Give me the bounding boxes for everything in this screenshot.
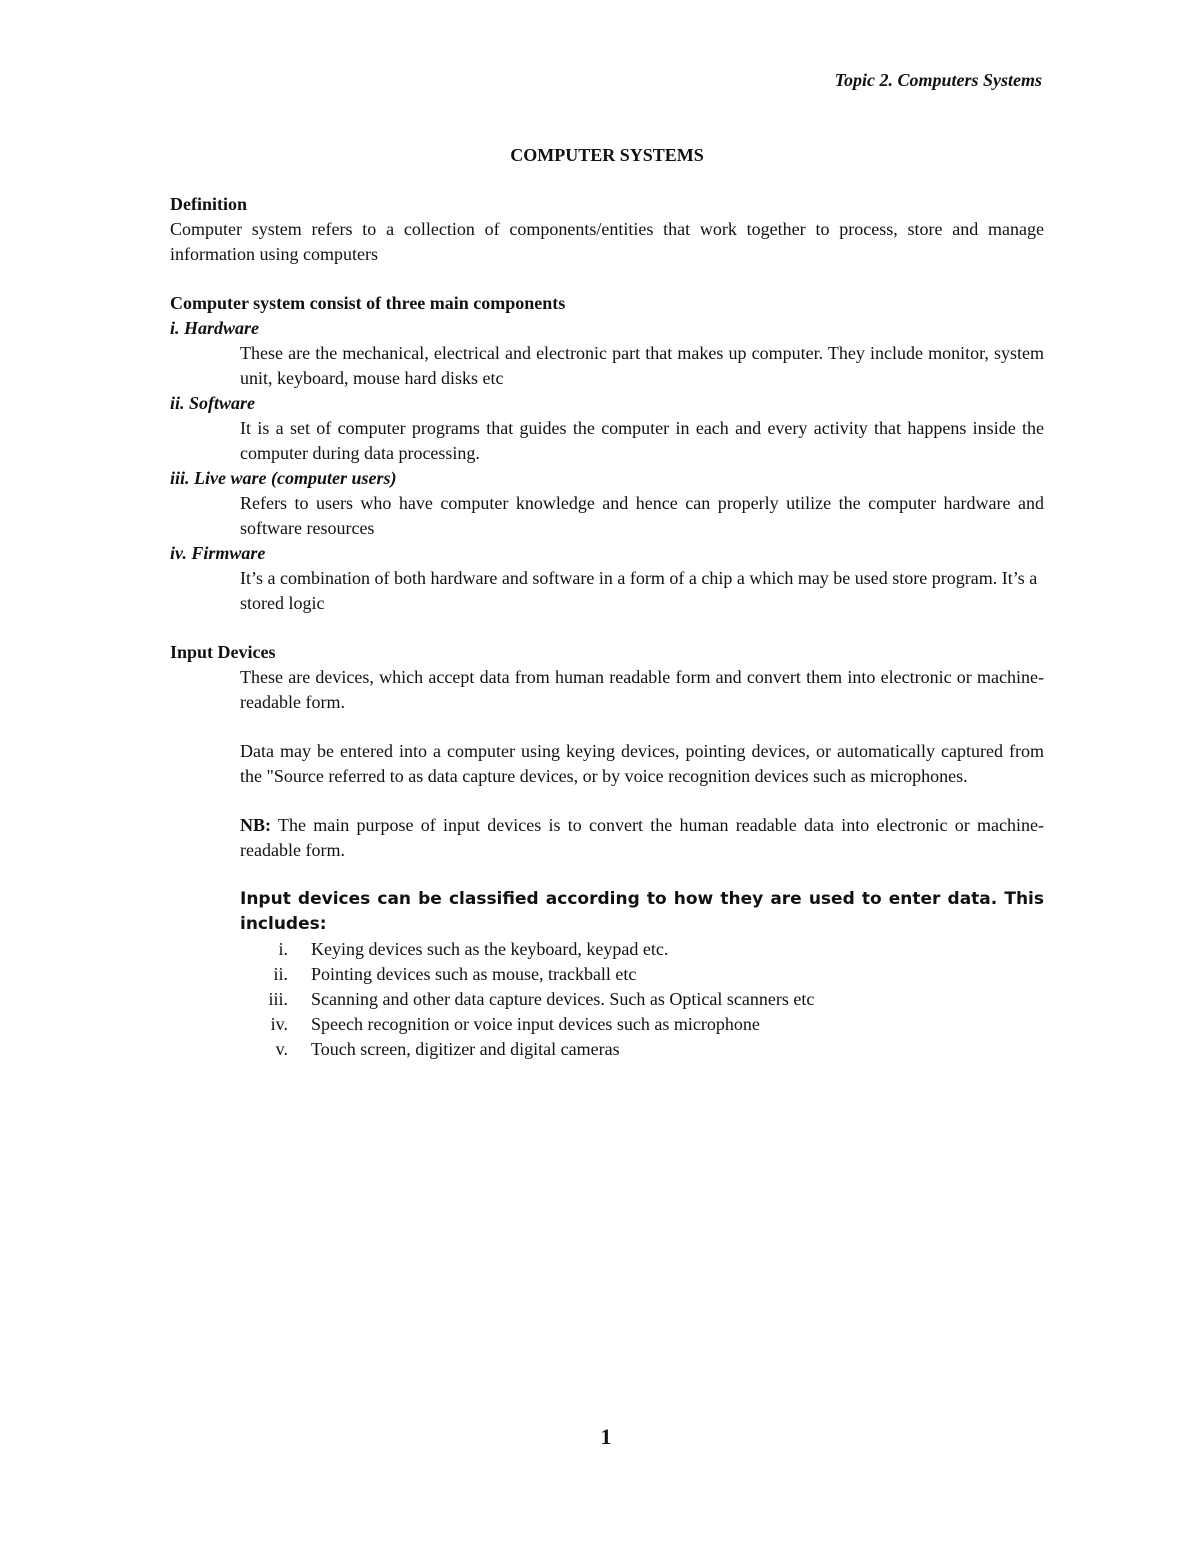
spacer [170, 267, 1044, 291]
nb-label: NB: [240, 815, 271, 835]
component-title-liveware: iii. Live ware (computer users) [170, 468, 397, 488]
input-devices-para-1: These are devices, which accept data from human readable form and convert them into electronic or machine-readable form. [240, 667, 1044, 712]
list-item-number: i. [278, 939, 288, 959]
nb-note [240, 813, 1044, 863]
list-item-text: Keying devices such as the keyboard, keypad etc. [311, 939, 669, 959]
list-item [170, 1012, 1044, 1037]
list-item-number: iv. [270, 1014, 288, 1034]
spacer [170, 715, 1044, 739]
spacer [170, 863, 1044, 887]
list-item [170, 987, 1044, 1012]
components-heading: Computer system consist of three main components [170, 293, 566, 313]
list-item-number: ii. [273, 964, 288, 984]
page-number: 1 [600, 1424, 612, 1449]
running-header: Topic 2. Computers Systems [834, 70, 1042, 90]
list-item [170, 937, 1044, 962]
nb-text: The main purpose of input devices is to convert the human readable data into electronic or machine-readable form. [240, 815, 1044, 860]
component-text-hardware: These are the mechanical, electrical and electronic part that makes up computer. They include monitor, system unit, keyboard, mouse hard disks etc [240, 343, 1044, 388]
input-devices-para-2: Data may be entered into a computer using keying devices, pointing devices, or automatically captured from the "Source referred to as data capture devices, or by voice recognition devices such as microphones. [240, 741, 1044, 786]
list-item-text: Scanning and other data capture devices. Such as Optical scanners etc [311, 989, 815, 1009]
classification-heading: Input devices can be classified according to how they are used to enter data. This includes: [240, 889, 1044, 934]
component-title-firmware: iv. Firmware [170, 543, 266, 563]
definition-heading: Definition [170, 194, 248, 214]
document-title: COMPUTER SYSTEMS [510, 145, 704, 165]
component-text-liveware: Refers to users who have computer knowledge and hence can properly utilize the computer hardware and software resources [240, 493, 1044, 538]
list-item-text: Touch screen, digitizer and digital cameras [311, 1039, 620, 1059]
component-text-software: It is a set of computer programs that guides the computer in each and every activity that happens inside the computer during data processing. [240, 418, 1044, 463]
list-item-text: Speech recognition or voice input devices such as microphone [311, 1014, 760, 1034]
spacer [170, 789, 1044, 813]
spacer [170, 616, 1044, 640]
component-title-hardware: i. Hardware [170, 318, 260, 338]
page-content [170, 140, 1044, 1062]
list-item-text: Pointing devices such as mouse, trackball etc [311, 964, 637, 984]
classification-list [170, 937, 1044, 1062]
list-item [170, 1037, 1044, 1062]
list-item-number: v. [275, 1039, 288, 1059]
definition-text: Computer system refers to a collection of components/entities that work together to process, store and manage information using computers [170, 219, 1044, 264]
component-title-software: ii. Software [170, 393, 256, 413]
list-item [170, 962, 1044, 987]
list-item-number: iii. [268, 989, 288, 1009]
input-devices-heading: Input Devices [170, 642, 276, 662]
component-text-firmware: It’s a combination of both hardware and software in a form of a chip a which may be used store program. It’s a stored logic [240, 568, 1038, 613]
